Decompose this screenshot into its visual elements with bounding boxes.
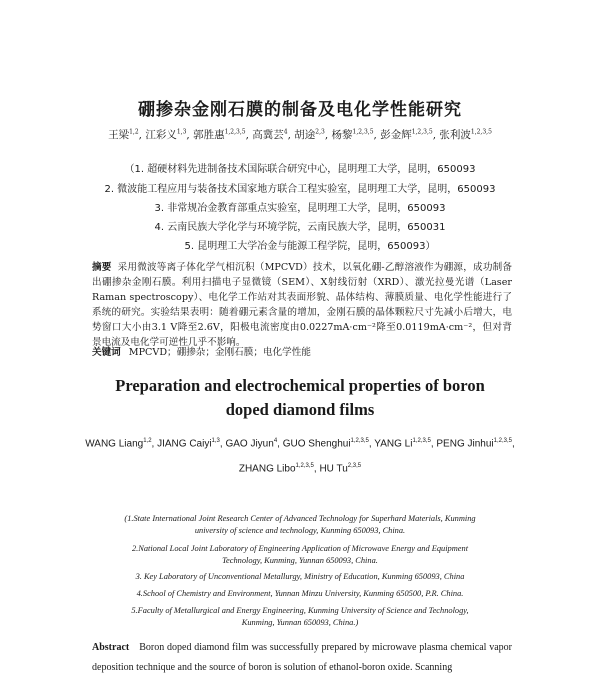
author: 胡途$^{2,3}$ xyxy=(294,128,325,141)
chinese-affiliation-1: （1. 超硬材料先进制备技术国际联合研究中心，昆明理工大学，昆明，650093 xyxy=(124,164,476,175)
english-authors-line-1: WANG Liang$^{1,2}$, JIANG Caiyi$^{1,3}$, GAO Jiyun$^4$, GUO Shenghui$^{1,2,3,5}$, YANG Li$^{1,2,3,5}$, PENG Jinhui$^{1,2,3,5}$, xyxy=(85,438,515,450)
author: 张利波$^{1,2,3,5}$ xyxy=(439,128,492,141)
keywords-label: 关键词 xyxy=(92,347,121,358)
keywords-text: MPCVD；硼掺杂；金刚石膜；电化学性能 xyxy=(128,347,311,358)
english-abstract xyxy=(92,638,512,678)
english-abstract-text: Boron doped diamond film was successfully prepared by microwave plasma chemical vapor deposition technique and the source of boron is solution of ethanol-boron oxide. Scanning xyxy=(92,642,512,673)
chinese-keywords xyxy=(92,344,311,358)
chinese-affiliation-3: 3. 非常规冶金教育部重点实验室，昆明理工大学，昆明，650093 xyxy=(154,203,446,214)
author: 彭金辉$^{1,2,3,5}$ xyxy=(380,128,433,141)
english-affiliation-2: 2.National Local Joint Laboratory of Engineering Application of Microwave Energy and Equipment Technology, Kunming, Yunnan 650093, China. xyxy=(131,544,469,565)
chinese-affiliation-5: 5. 昆明理工大学冶金与能源工程学院，昆明，650093） xyxy=(184,241,436,252)
chinese-affiliation-4: 4. 云南民族大学化学与环境学院，云南民族大学，昆明，650031 xyxy=(154,222,446,233)
english-title xyxy=(0,374,600,422)
chinese-abstract-text: 采用微波等离子体化学气相沉积（MPCVD）技术，以氧化硼-乙醇溶液作为硼源，成功制备出硼掺杂金刚石膜。利用扫描电子显微镜（SEM）、X射线衍射（XRD）、激光拉曼光谱（Laser Raman spectroscopy）、电化学工作站对其表面形貌、晶体结构、薄膜质量、电化学性能进行了系统的研究。实验结果表明：随着硼元素含量的增加，金刚石膜的晶体颗粒尺寸先减小后增大，电势窗口大小由3.1 V降至2.6V，阳极电流密度由0.0227mA·cm⁻²降至0.0119mA·cm⁻²，但对背景电流及电化学可逆性几乎不影响。 xyxy=(92,262,513,348)
chinese-title: 硼掺杂金刚石膜的制备及电化学性能研究 xyxy=(138,100,462,120)
english-affiliation-1: (1.State International Joint Research Center of Advanced Technology for Superhard Materials, Kunming university of science and technology, Kunming 650093, China. xyxy=(124,514,476,535)
english-authors xyxy=(0,430,600,481)
english-affiliation-4: 4.School of Chemistry and Environment, Yunnan Minzu University, Kunming 650500, P.R. China. xyxy=(136,589,464,598)
chinese-abstract-label: 摘要 xyxy=(92,262,112,273)
english-title-line-1: Preparation and electrochemical properties of boron xyxy=(115,376,485,395)
english-affiliation-3: 3. Key Laboratory of Unconventional Metallurgy, Ministry of Education, Kunming 650093, China xyxy=(135,572,465,581)
author: 郭胜惠$^{1,2,3,5}$ xyxy=(193,128,246,141)
chinese-authors: 王梁$^{1,2}$, 江彩义$^{1,3}$, 郭胜惠$^{1,2,3,5}$, 高冀芸$^4$, 胡途$^{2,3}$, 杨黎$^{1,2,3,5}$, 彭金辉$^{1,2,3,5}$, 张利波$^{1,2,3,5}$ xyxy=(108,128,492,141)
english-authors-line-2: ZHANG Libo$^{1,2,3,5}$, HU Tu$^{2,3,5}$ xyxy=(238,463,362,475)
english-title-line-2: doped diamond films xyxy=(225,400,375,419)
author: 江彩义$^{1,3}$ xyxy=(145,128,187,141)
author: 王梁$^{1,2}$ xyxy=(108,128,139,141)
author: 高冀芸$^4$ xyxy=(252,128,288,141)
chinese-abstract xyxy=(92,260,512,350)
english-abstract-label: Abstract xyxy=(92,642,130,653)
english-affiliation-5: 5.Faculty of Metallurgical and Energy Engineering, Kunming University of Science and Technology, Kunming, Yunnan 650093, China.) xyxy=(131,606,469,627)
chinese-affiliation-2: 2. 微波能工程应用与装备技术国家地方联合工程实验室，昆明理工大学，昆明，650093 xyxy=(104,184,496,195)
author: 杨黎$^{1,2,3,5}$ xyxy=(331,128,374,141)
